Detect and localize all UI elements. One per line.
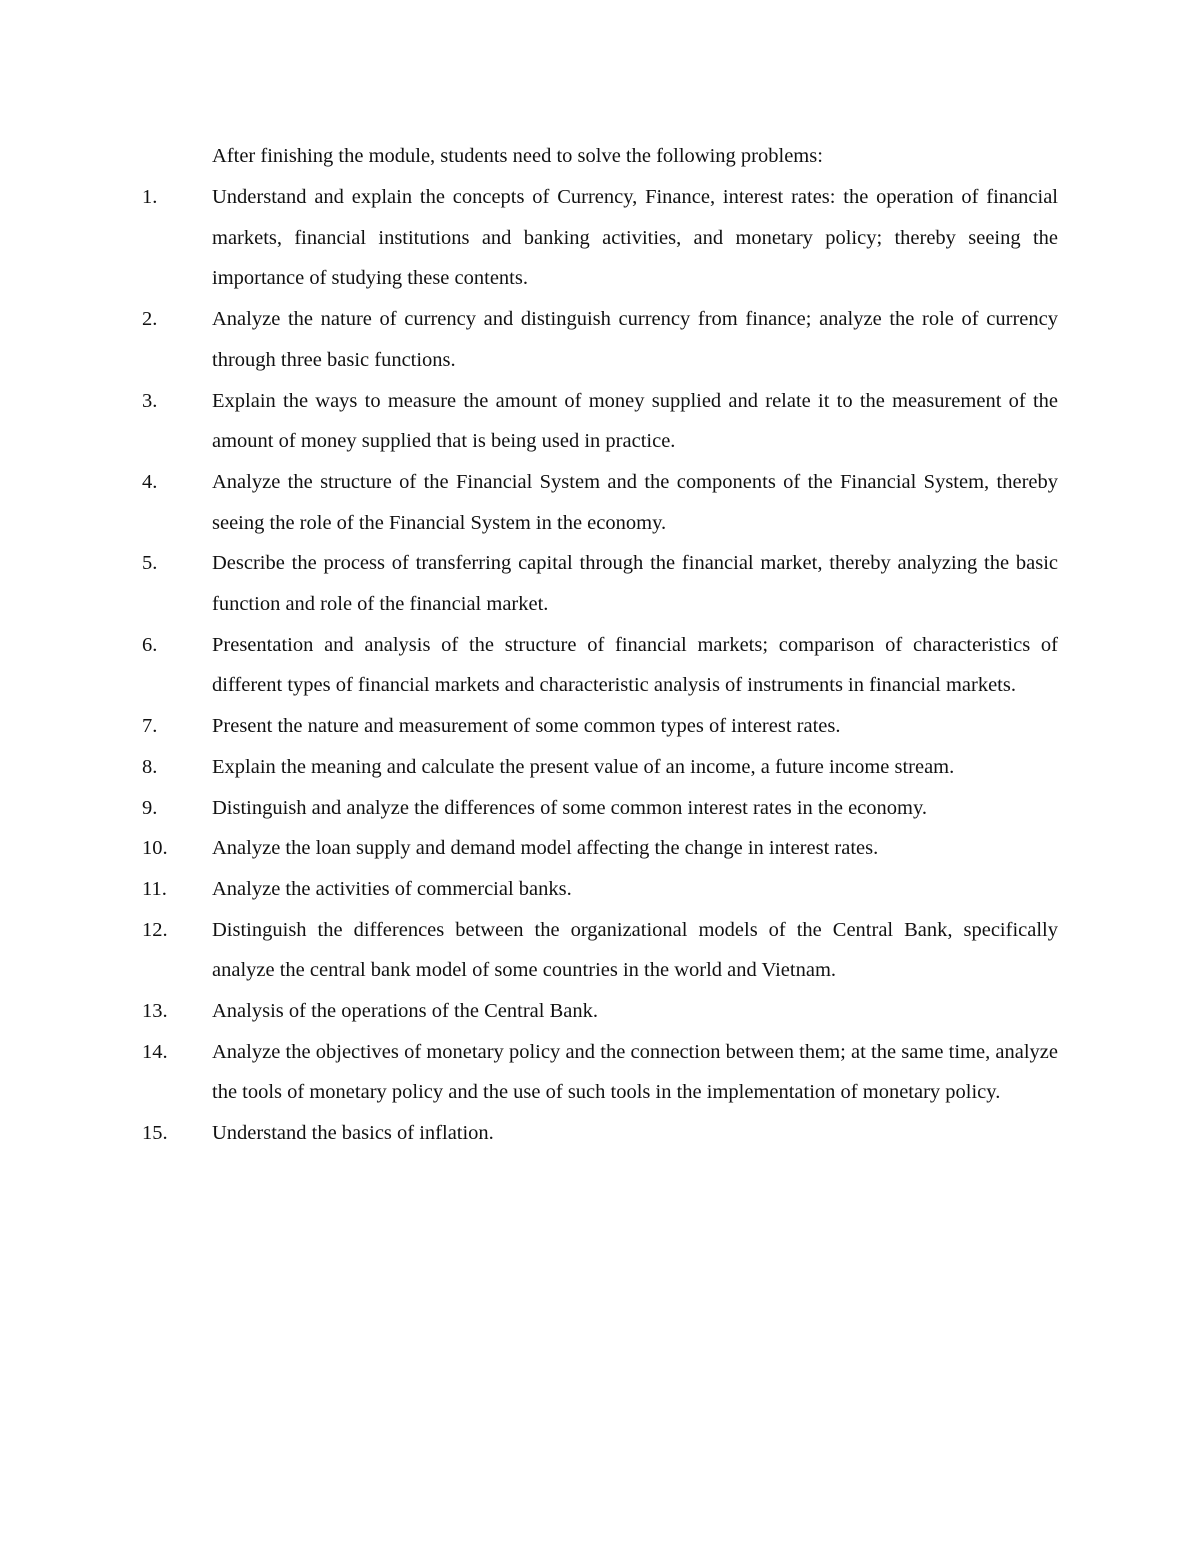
list-item-number: 5. [142, 552, 158, 575]
list-item-text: Understand the basics of inflation. [212, 1122, 494, 1145]
list-item [0, 747, 1200, 788]
list-item-text: Explain the meaning and calculate the present value of an income, a future income stream. [212, 755, 955, 778]
list-item-number: 7. [142, 715, 158, 738]
list-item-text: Distinguish the differences between the organizational models of the Central Bank, specifically analyze the central bank model of some countries in the world and Vietnam. [212, 918, 1058, 982]
list-item-number: 6. [142, 633, 158, 656]
list-item-text: Presentation and analysis of the structure of financial markets; comparison of characteristics of different types of financial markets and characteristic analysis of instruments in financial markets. [212, 633, 1058, 697]
list-item [0, 462, 1200, 543]
list-item-text: Analyze the activities of commercial banks. [212, 877, 572, 900]
list-item [0, 1032, 1200, 1113]
list-item-number: 13. [142, 1000, 168, 1023]
list-item-number: 15. [142, 1122, 168, 1145]
list-item-number: 4. [142, 470, 158, 493]
list-item-text: Analyze the loan supply and demand model affecting the change in interest rates. [212, 837, 879, 860]
list-item-number: 10. [142, 837, 168, 860]
list-item [0, 543, 1200, 624]
list-item-number: 8. [142, 755, 158, 778]
list-item-text: Analyze the nature of currency and distinguish currency from finance; analyze the role of currency through three basic functions. [212, 308, 1058, 371]
list-item-text: Analyze the objectives of monetary policy and the connection between them; at the same time, analyze the tools of monetary policy and the use of such tools in the implementation of monetary policy. [212, 1040, 1058, 1104]
list-item-number: 12. [142, 918, 168, 941]
list-item-text: Distinguish and analyze the differences of some common interest rates in the economy. [212, 796, 928, 819]
list-item-number: 9. [142, 796, 158, 819]
list-item-text: Analysis of the operations of the Central Bank. [212, 1000, 598, 1023]
list-item [0, 177, 1200, 299]
list-item [0, 910, 1200, 991]
list-item [0, 869, 1200, 910]
list-item-text: Understand and explain the concepts of Currency, Finance, interest rates: the operation of financial markets, financial institutions and banking activities, and monetary policy; thereby seeing the importance of studying these contents. [212, 186, 1058, 290]
list-item [0, 991, 1200, 1032]
list-item [0, 625, 1200, 706]
list-item-number: 1. [142, 186, 158, 208]
list-item [0, 299, 1200, 380]
intro-paragraph: After finishing the module, students need to solve the following problems: [212, 145, 823, 167]
list-item-number: 14. [142, 1040, 168, 1063]
list-item-text: Describe the process of transferring capital through the financial market, thereby analyzing the basic function and role of the financial market. [212, 552, 1058, 616]
list-item-number: 11. [142, 877, 167, 900]
problem-list [0, 177, 1200, 1154]
list-item-number: 3. [142, 389, 158, 412]
list-item [0, 706, 1200, 747]
list-item-text: Analyze the structure of the Financial System and the components of the Financial System, thereby seeing the role of the Financial System in the economy. [212, 470, 1058, 534]
list-item [0, 1113, 1200, 1154]
list-item-text: Explain the ways to measure the amount of money supplied and relate it to the measurement of the amount of money supplied that is being used in practice. [212, 389, 1058, 453]
list-item [0, 381, 1200, 462]
list-item [0, 828, 1200, 869]
list-item-number: 2. [142, 308, 158, 331]
list-item-text: Present the nature and measurement of some common types of interest rates. [212, 715, 841, 738]
list-item [0, 788, 1200, 829]
